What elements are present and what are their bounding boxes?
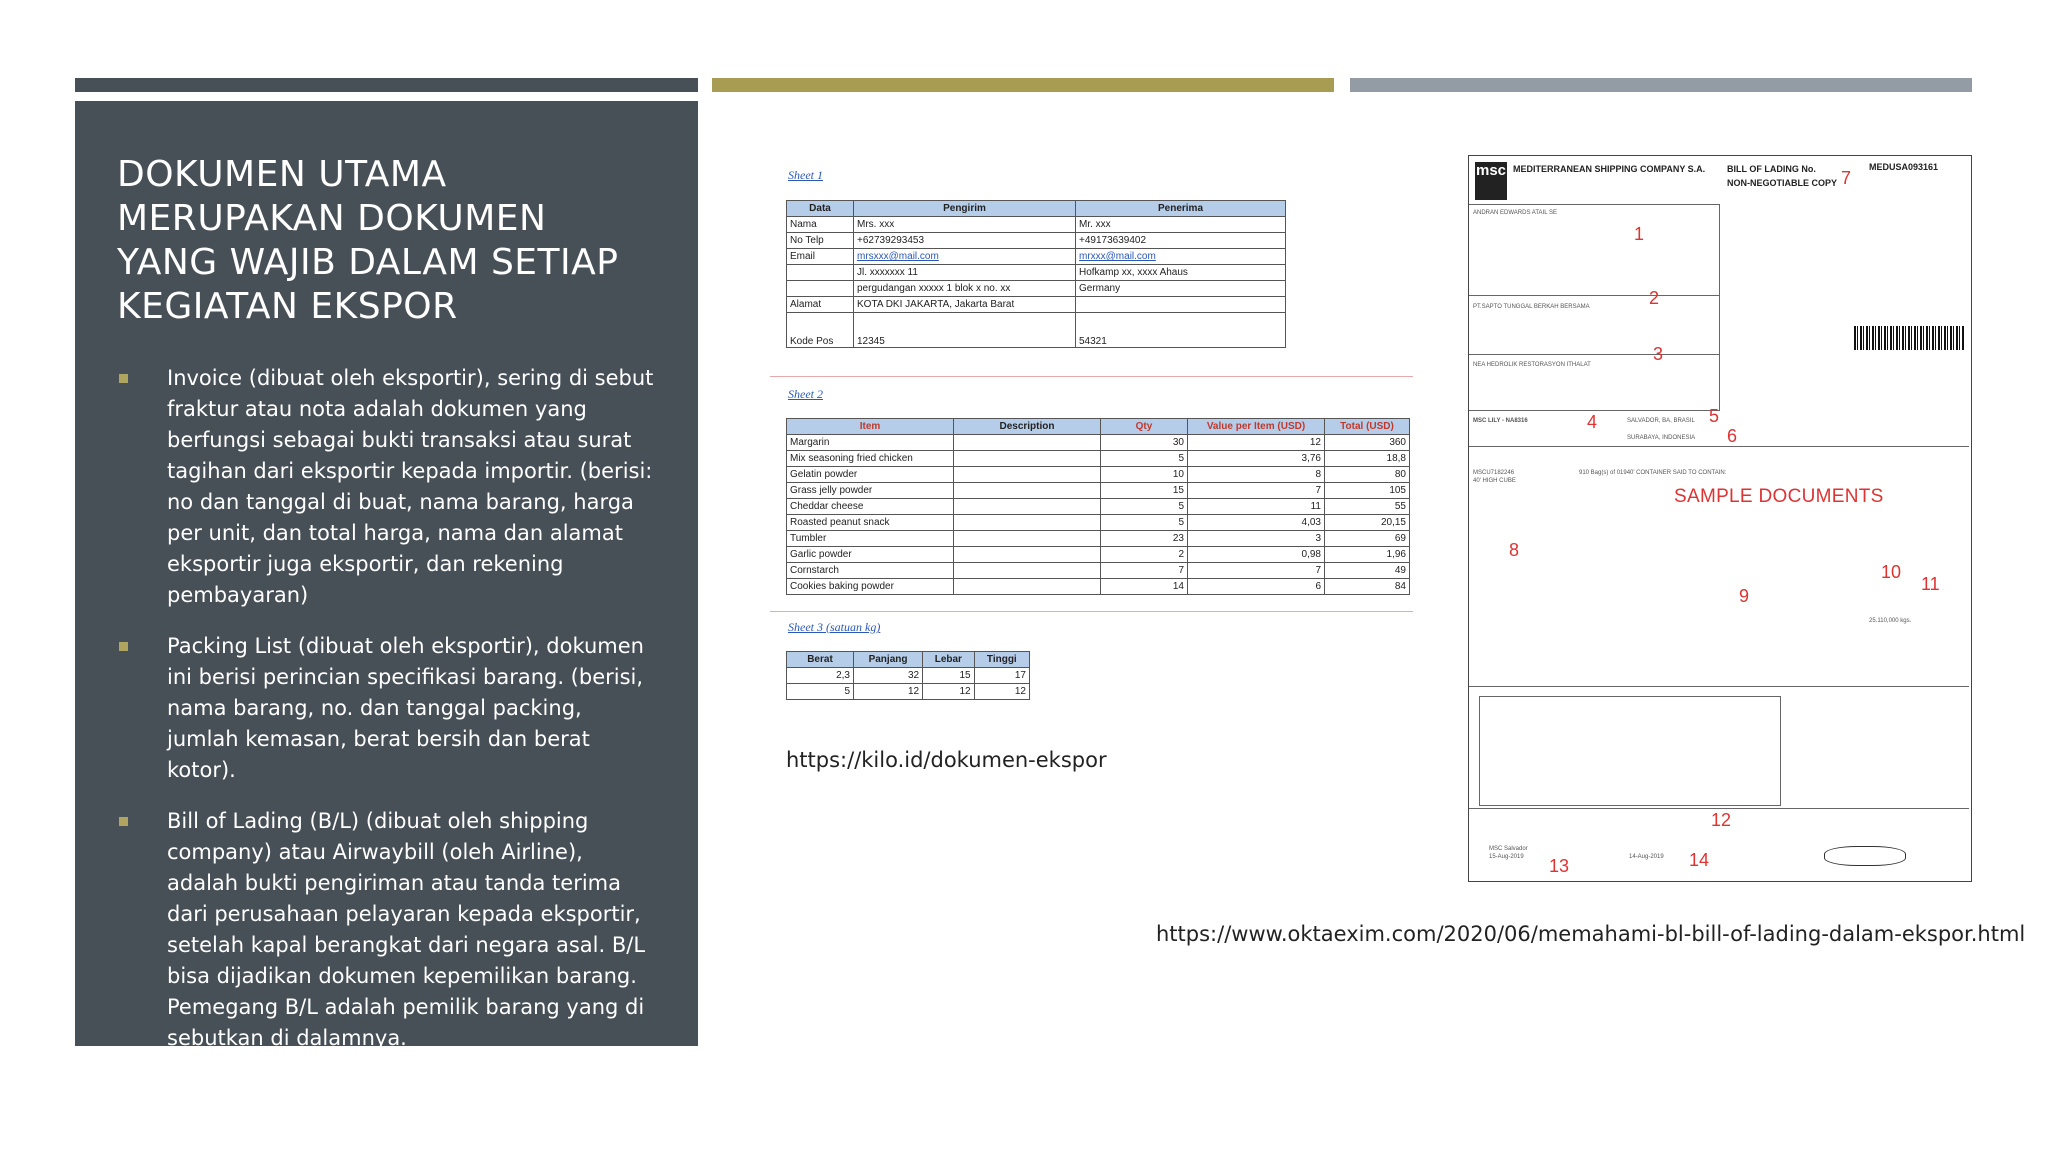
table-cell: 2,3	[787, 668, 854, 684]
sheet3-table	[786, 651, 1030, 700]
table-cell: Margarin	[787, 435, 954, 451]
table-cell: Grass jelly powder	[787, 483, 954, 499]
table-cell: Mr. xxx	[1076, 217, 1286, 233]
table-cell: 11	[1188, 499, 1325, 515]
table-cell	[954, 499, 1101, 515]
table-cell: 10	[1101, 467, 1188, 483]
table-cell: 14	[1101, 579, 1188, 595]
table-cell: 1,96	[1325, 547, 1410, 563]
bill-of-lading-image	[1468, 155, 1972, 882]
bullet-list	[117, 363, 656, 1054]
table-cell: 55	[1325, 499, 1410, 515]
table-row	[787, 515, 1410, 531]
table-cell: 54321	[1076, 313, 1286, 348]
table-header: Panjang	[854, 652, 923, 668]
table-row	[787, 297, 1286, 313]
table-cell: 32	[854, 668, 923, 684]
table-row	[787, 265, 1286, 281]
table-cell: Cheddar cheese	[787, 499, 954, 515]
table-cell: 7	[1188, 563, 1325, 579]
bl-port-loading: SALVADOR, BA, BRASIL	[1627, 418, 1695, 424]
table-cell: 17	[974, 668, 1029, 684]
bullet-packing-list	[117, 631, 656, 786]
separator-line	[770, 611, 1413, 612]
table-cell: 15	[1101, 483, 1188, 499]
table-cell: Hofkamp xx, xxxx Ahaus	[1076, 265, 1286, 281]
bl-copy-label: NON-NEGOTIABLE COPY	[1727, 178, 1838, 188]
bullet-text: Invoice (dibuat oleh eksportir), sering di sebut fraktur atau nota adalah dokumen yang berfungsi sebagai bukti transaksi atau surat tagihan dari eksportir kepada importir. (berisi: no dan tanggal di buat, nama barang, harga per unit, dan total harga, nama dan alamat eksportir juga eksportir, dan rekening pembayaran)	[167, 366, 654, 607]
table-cell: KOTA DKI JAKARTA, Jakarta Barat	[854, 297, 1076, 313]
bl-container: MSCU7182246	[1473, 470, 1515, 476]
table-cell: 5	[1101, 499, 1188, 515]
table-cell: 2	[1101, 547, 1188, 563]
bl-freight-box	[1479, 696, 1781, 806]
bl-marker-13: 13	[1549, 856, 1570, 876]
table-cell: 80	[1325, 467, 1410, 483]
table-cell: 12	[974, 684, 1029, 700]
table-cell: 5	[1101, 515, 1188, 531]
sheet2-table	[786, 418, 1410, 595]
table-header: Item	[787, 419, 954, 435]
bullet-marker	[119, 817, 128, 826]
table-row	[787, 217, 1286, 233]
bl-marker-14: 14	[1689, 850, 1710, 870]
text-panel	[75, 101, 698, 1050]
table-header: Lebar	[923, 652, 975, 668]
table-cell: Nama	[787, 217, 854, 233]
bl-doc-title: BILL OF LADING No.	[1727, 164, 1816, 174]
bullet-text: Packing List (dibuat oleh eksportir), dokumen ini berisi perincian specifikasi barang. (berisi, nama barang, no. dan tanggal packing, jumlah kemasan, berat bersih dan berat kotor).	[167, 634, 644, 782]
table-header: Qty	[1101, 419, 1188, 435]
bl-marker-2: 2	[1649, 288, 1660, 308]
signature-mark	[1824, 846, 1906, 866]
sheet3-title-suffix: (satuan kg)	[826, 620, 881, 634]
sheet3-title-text: Sheet 3	[788, 620, 823, 634]
accent-bar-grey	[1350, 78, 1972, 92]
table-cell: 3,76	[1188, 451, 1325, 467]
msc-logo: msc	[1475, 162, 1507, 200]
table-cell: 49	[1325, 563, 1410, 579]
table-cell: 69	[1325, 531, 1410, 547]
table-cell: pergudangan xxxxx 1 blok x no. xx	[854, 281, 1076, 297]
table-cell	[954, 579, 1101, 595]
table-row	[787, 483, 1410, 499]
table-header: Pengirim	[854, 201, 1076, 217]
table-cell: 5	[787, 684, 854, 700]
bl-marker-9: 9	[1739, 586, 1750, 606]
table-cell	[954, 531, 1101, 547]
bl-marker-10: 10	[1881, 562, 1902, 582]
table-cell: Cornstarch	[787, 563, 954, 579]
table-row	[787, 467, 1410, 483]
bl-marker-12: 12	[1711, 810, 1732, 830]
table-cell: 20,15	[1325, 515, 1410, 531]
bl-shipper: ANDRAN EDWARDS ATAIL SE	[1473, 210, 1558, 216]
table-row	[787, 233, 1286, 249]
bl-consignee: PT.SAPTO TUNGGAL BERKAH BERSAMA	[1473, 304, 1590, 310]
bl-container-type: 40' HIGH CUBE	[1473, 478, 1516, 484]
table-cell: Gelatin powder	[787, 467, 954, 483]
table-cell: Mrs. xxx	[854, 217, 1076, 233]
table-cell	[954, 563, 1101, 579]
bl-total-weight: 25.110,000 kgs.	[1869, 618, 1912, 624]
table-row	[787, 281, 1286, 297]
table-cell	[954, 467, 1101, 483]
table-cell: Mix seasoning fried chicken	[787, 451, 954, 467]
table-cell: 0,98	[1188, 547, 1325, 563]
table-cell: 18,8	[1325, 451, 1410, 467]
table-cell: 12	[923, 684, 975, 700]
bl-shipper-box	[1469, 204, 1720, 296]
table-cell: 15	[923, 668, 975, 684]
slide-title: DOKUMEN UTAMA MERUPAKAN DOKUMEN YANG WAJIB DALAM SETIAP KEGIATAN EKSPOR	[117, 154, 619, 327]
table-cell: 12	[854, 684, 923, 700]
table-header: Value per Item (USD)	[1188, 419, 1325, 435]
email-link[interactable]: mrxxx@mail.com	[1076, 249, 1286, 265]
table-cell: No Telp	[787, 233, 854, 249]
bullet-text: Bill of Lading (B/L) (dibuat oleh shipping company) atau Airwaybill (oleh Airline), adalah bukti pengiriman atau tanda terima dari perusahaan pelayaran kepada eksportir, setelah kapal berangkat dari negara asal. B/L bisa dijadikan dokumen kepemilikan barang. Pemegang B/L adalah pemilik barang yang di sebutkan di dalamnya.	[167, 809, 646, 1050]
bl-marker-3: 3	[1653, 344, 1664, 364]
bl-date-issue: 15-Aug-2019	[1489, 854, 1524, 860]
table-cell: 5	[1101, 451, 1188, 467]
sheet1-table	[786, 200, 1286, 348]
bl-date-shipped: 14-Aug-2019	[1629, 854, 1664, 860]
bullet-invoice	[117, 363, 656, 611]
table-header: Description	[954, 419, 1101, 435]
table-cell	[954, 435, 1101, 451]
sample-documents-stamp: SAMPLE DOCUMENTS	[1674, 486, 1884, 507]
bl-marker-6: 6	[1727, 426, 1738, 446]
bl-marker-7: 7	[1841, 168, 1852, 188]
sheet2-title: Sheet 2	[788, 387, 823, 401]
table-cell	[954, 515, 1101, 531]
bullet-marker	[119, 642, 128, 651]
table-cell	[954, 483, 1101, 499]
table-row	[787, 451, 1410, 467]
table-row	[787, 435, 1410, 451]
accent-bar-gold	[712, 78, 1334, 92]
table-cell: Email	[787, 249, 854, 265]
table-header: Tinggi	[974, 652, 1029, 668]
table-cell: 12345	[854, 313, 1076, 348]
table-row	[787, 499, 1410, 515]
table-row	[787, 684, 1030, 700]
bl-notify: NEA HEDROLIK RESTORASYON ITHALAT	[1473, 362, 1591, 368]
table-header: Penerima	[1076, 201, 1286, 217]
table-cell: 7	[1188, 483, 1325, 499]
bl-marker-1: 1	[1634, 224, 1645, 244]
table-cell: Kode Pos	[787, 313, 854, 348]
bullet-marker	[119, 374, 128, 383]
table-cell	[954, 451, 1101, 467]
table-cell: Jl. xxxxxxx 11	[854, 265, 1076, 281]
table-cell: Tumbler	[787, 531, 954, 547]
table-cell	[1076, 297, 1286, 313]
table-cell: 23	[1101, 531, 1188, 547]
table-row	[787, 313, 1286, 348]
table-cell: +62739293453	[854, 233, 1076, 249]
table-cell	[787, 281, 854, 297]
table-cell: 12	[1188, 435, 1325, 451]
sheet3-title	[788, 620, 880, 635]
table-cell: 30	[1101, 435, 1188, 451]
table-cell: 105	[1325, 483, 1410, 499]
bl-doc-no: MEDUSA093161	[1869, 162, 1939, 172]
bl-marker-4: 4	[1587, 412, 1598, 432]
table-cell: 6	[1188, 579, 1325, 595]
bl-marker-5: 5	[1709, 406, 1720, 426]
bl-place-issue: MSC Salvador	[1489, 846, 1528, 852]
table-cell: Germany	[1076, 281, 1286, 297]
table-header: Berat	[787, 652, 854, 668]
table-header: Data	[787, 201, 854, 217]
table-cell: 84	[1325, 579, 1410, 595]
separator-line	[770, 376, 1413, 377]
table-cell: Garlic powder	[787, 547, 954, 563]
bl-port-discharge: SURABAYA, INDONESIA	[1627, 435, 1696, 441]
email-link[interactable]: mrsxxx@mail.com	[854, 249, 1076, 265]
table-row	[787, 563, 1410, 579]
table-row	[787, 249, 1286, 265]
table-cell: 360	[1325, 435, 1410, 451]
bl-goods-desc: 910 Bag(s) of 01940' CONTAINER SAID TO CONTAIN:	[1579, 470, 1727, 476]
caption-right-url[interactable]: https://www.oktaexim.com/2020/06/memahami-bl-bill-of-lading-dalam-ekspor.html	[1156, 922, 2026, 946]
sheet1-title: Sheet 1	[788, 168, 823, 182]
table-row	[787, 531, 1410, 547]
table-cell: 7	[1101, 563, 1188, 579]
barcode-icon	[1854, 326, 1964, 350]
table-cell	[954, 547, 1101, 563]
table-cell	[787, 265, 854, 281]
table-cell: Cookies baking powder	[787, 579, 954, 595]
bl-marker-8: 8	[1509, 540, 1520, 560]
table-cell: 4,03	[1188, 515, 1325, 531]
accent-bar-dark	[75, 78, 698, 92]
table-row	[787, 547, 1410, 563]
bl-company: MEDITERRANEAN SHIPPING COMPANY S.A.	[1513, 164, 1706, 174]
bl-marker-11: 11	[1921, 574, 1940, 594]
table-cell: +49173639402	[1076, 233, 1286, 249]
table-cell: Alamat	[787, 297, 854, 313]
table-row	[787, 668, 1030, 684]
caption-left-url[interactable]: https://kilo.id/dokumen-ekspor	[786, 748, 1107, 772]
bl-vessel: MSC LILY - NA8316	[1473, 418, 1528, 424]
table-cell: Roasted peanut snack	[787, 515, 954, 531]
table-header: Total (USD)	[1325, 419, 1410, 435]
table-cell: 8	[1188, 467, 1325, 483]
table-cell: 3	[1188, 531, 1325, 547]
table-row	[787, 579, 1410, 595]
bullet-bill-of-lading	[117, 806, 656, 1054]
